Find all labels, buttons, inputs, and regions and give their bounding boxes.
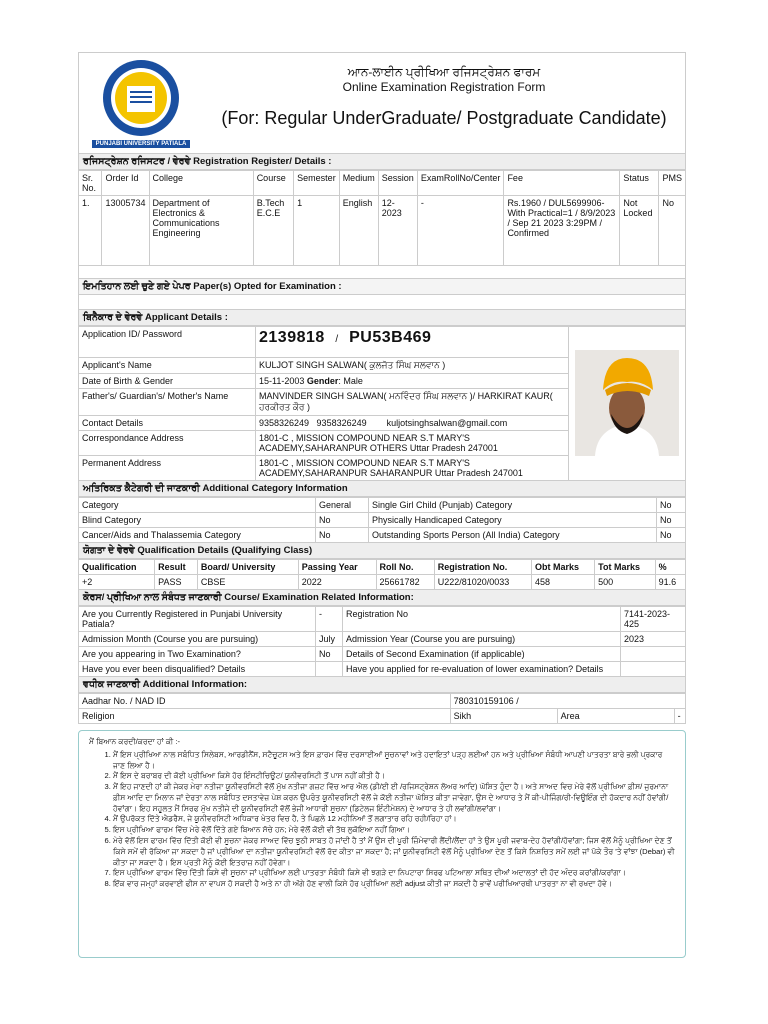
- form-header: [78, 52, 686, 154]
- qualification-data-row: [79, 575, 686, 590]
- category-cell: No: [657, 513, 686, 528]
- registration-cell: Rs.1960 / DUL5699906-With Practical=1 / 8/9/2023 / Sep 21 2023 3:29PM / Confirmed: [504, 196, 620, 266]
- applicant-heading: ਬਿਨੈਕਾਰ ਦੇ ਵੇਰਵੇ Applicant Details :: [78, 310, 686, 326]
- course-heading: ਕੋਰਸ/ ਪ੍ਰੀਖਿਆ ਨਾਲ ਸੰਬੰਧਤ ਜਾਣਕਾਰੀ Course/ Examination Related Information:: [78, 590, 686, 606]
- course-cell: 2023: [621, 632, 686, 647]
- category-cell: Outstanding Sports Person (All India) Category: [369, 528, 657, 543]
- registration-cell: 12-2023: [378, 196, 417, 266]
- declaration-item: 3. ਮੈਂ ਇਹ ਜਾਣਦੀ ਹਾਂ ਕੀ ਜੇਕਰ ਮੇਰਾ ਨਤੀਜਾ ਯੂਨੀਵਰਸਿਟੀ ਵੱਲੋਂ ਮੁੱਖ ਨਤੀਜਾ ਗਜ਼ਟ ਵਿੱਚ ਆਰ ਐਲ (ਡੀ/ਈ ਈ /ਰਜਿਸਟ੍ਰੇਸ਼ਨ ਲੋਅਰ ਆਦਿ) ਘੋਸ਼ਿਤ ਹੁੰਦਾ ਹੈ। ਅਤੇ ਸਾਅਦ ਵਿਚ ਮੇਰੇ ਵੱਲੋਂ ਪ੍ਰੀਖਿਆ ਫ਼ੀਸ/ ਜੁਰਮਾਨਾ ਫ਼ੀਸ ਆਦਿ ਦਾ ਮਿਲਾਨ ਜਾਂ ਦੇਰਤਾ ਨਾਲ ਸਬੰਧਿਤ ਦਸਤਾਵੇਜ਼ ਪੇਸ਼ ਕਰਨ ਉਪਰੰਤ ਯੂਨੀਵਰਸਿਟੀ ਵੱਲੋਂ ਜੇ ਕੋਈ ਨਤੀਜਾ ਘੋਸ਼ਿਤ ਕੀਤਾ ਜਾਵੇਗਾ, ਉਸ ਦੇ ਆਧਾਰ ਤੇ ਮੈਂ ਕੀ-ਪੀਜਿੰਗ/ਰੀ-ਵਿਊਇੰਗ ਦੀ ਹੱਕਦਾਰ ਨਹੀਂ ਹੋਵਾਂਗੀ/ਹੋਵਾਂਗਾ। ਇਹ ਸਹੂਲਤ ਮੈਂ ਸਿਰਫ ਮੁੱਖ ਨਤੀਜੇ ਦੀ ਯੂਨੀਵਰਸਿਟੀ ਵੱਲੋਂ ਭੇਜੀ ਆਧਾਰੀ ਸੂਚਨਾ (ਡਿਟੇਲਜ ਇੰਟੀਮੇਸ਼ਨ) ਦੇ ਆਧਾਰ ਤੇ ਹੀ ਲਵਾਂਗੀ/ਲਵਾਂਗਾ।: [113, 782, 675, 814]
- course-row: [79, 662, 686, 677]
- category-cell: Physically Handicaped Category: [369, 513, 657, 528]
- additional-table: [78, 693, 686, 724]
- category-cell: Blind Category: [79, 513, 316, 528]
- form-title-english: Online Examination Registration Form: [342, 80, 546, 94]
- declaration-box: [78, 730, 686, 958]
- course-cell: July: [316, 632, 343, 647]
- corr-value: 1801-C , MISSION COMPOUND NEAR S.T MARY'S ACADEMY,SAHARANPUR OTHERS Uttar Pradesh 247001: [256, 431, 569, 456]
- course-cell: Admission Month (Course you are pursuing): [79, 632, 316, 647]
- additional-heading: ਵਧੀਕ ਜਾਣਕਾਰੀ Additional Information:: [78, 677, 686, 693]
- name-label: Applicant's Name: [79, 358, 256, 374]
- app-id-separator: /: [335, 334, 339, 345]
- course-cell: Have you ever been disqualified? Details: [79, 662, 316, 677]
- registration-cell: Department of Electronics & Communications Engineering: [149, 196, 253, 266]
- registration-cell: 1: [294, 196, 340, 266]
- qualification-column-header: Result: [155, 560, 198, 575]
- qualification-column-header: Passing Year: [298, 560, 376, 575]
- registration-column-header: Order Id: [102, 171, 149, 196]
- category-cell: Cancer/Aids and Thalassemia Category: [79, 528, 316, 543]
- course-cell: Admission Year (Course you are pursuing): [343, 632, 621, 647]
- spacer: [78, 266, 686, 279]
- declaration-item: 6. ਮੇਰੇ ਵੱਲੋਂ ਇਸ ਫਾਰਮ ਵਿੱਚ ਦਿੱਤੀ ਕੋਈ ਵੀ ਸੂਚਨਾ ਜੇਕਰ ਸਾਅਦ ਵਿੱਚ ਝੂਠੀ ਸਾਬਤ ਹੋ ਜਾਂਦੀ ਹੈ ਤਾਂ ਮੈਂ ਉਸ ਦੀ ਪੂਰੀ ਜ਼ਿੰਮੇਵਾਰੀ ਲੈਂਦੀ/ਲੈਂਦਾ ਹਾਂ ਤੇ ਉਸ ਪੂਰੀ ਜਵਾਬ-ਦੇਹ ਹੋਵਾਂਗੀ/ਹੋਵਾਂਗਾ; ਜਿਸ ਵੱਲੋਂ ਮੈਨੂੰ ਪ੍ਰੀਖਿਆ ਦੇਣ ਤੋਂ ਕਿਸੇ ਸਮੇਂ ਵੀ ਰੋਕਿਆ ਜਾ ਸਕਦਾ ਹੈ ਜਾਂ ਪ੍ਰੀਖਿਆ ਦਾ ਨਤੀਜਾ ਯੂਨੀਵਰਸਿਟੀ ਵੱਲੋਂ ਰੱਦ ਕੀਤਾ ਜਾ ਸਕਦਾ ਹੈ; ਜਾਂ ਯੂਨੀਵਰਸਿਟੀ ਵੱਲੋਂ ਮੈਨੂੰ ਪ੍ਰੀਖਿਆ ਦੇਣ ਤੋਂ ਕਿਸੇ ਨਿਸ਼ਚਿਤ ਸਮੇਂ ਲਈ ਜਾਂ ਪੱਕੇ ਤੌਰ 'ਤੇ ਵਾਂਝਾ (Debar) ਵੀ ਕੀਤਾ ਜਾ ਸਕਦਾ ਹੈ। ਇਸ ਪ੍ਰਤੀ ਮੈਨੂੰ ਕੋਈ ਇਤਰਾਜ਼ ਨਹੀਂ ਹੋਵੇਗਾ।: [113, 836, 675, 868]
- registration-column-header: Course: [253, 171, 293, 196]
- applicant-photo: [575, 350, 679, 456]
- dob-label: Date of Birth & Gender: [79, 374, 256, 389]
- applicant-name: KULJOT SINGH SALWAN( ਕੁਲਜੋਤ ਸਿੰਘ ਸਲਵਾਨ ): [256, 358, 569, 374]
- registration-column-header: PMS: [659, 171, 686, 196]
- qualification-column-header: Qualification: [79, 560, 155, 575]
- registration-cell: English: [339, 196, 378, 266]
- parents-label: Father's/ Guardian's/ Mother's Name: [79, 389, 256, 416]
- qualification-cell: PASS: [155, 575, 198, 590]
- declaration-item: 4. ਮੈਂ ਉਪਰੋਕਤ ਦਿੱਤੇ ਐਡਰੈਸ, ਜੇ ਯੂਨੀਵਰਸਿਟੀ ਅਧਿਕਾਰ ਖੇਤਰ ਵਿਚ ਹੈ, ਤੇ ਪਿਛਲੇ 12 ਮਹੀਨਿਆਂ ਤੋਂ ਲਗਾਤਾਰ ਰਹਿ ਰਹੀ/ਰਿਹਾ ਹਾਂ।: [113, 814, 675, 825]
- form-title-block: [203, 53, 685, 153]
- applicant-table: [78, 326, 686, 481]
- registration-column-header: Session: [378, 171, 417, 196]
- course-cell: [621, 662, 686, 677]
- declaration-intro: ਮੈਂ ਬਿਆਨ ਕਰਦੀ/ਕਰਦਾ ਹਾਂ ਕੀ :-: [89, 737, 181, 746]
- form-subtitle: (For: Regular UnderGraduate/ Postgraduate Candidate): [221, 108, 667, 128]
- qualification-cell: +2: [79, 575, 155, 590]
- category-cell: Single Girl Child (Punjab) Category: [369, 498, 657, 513]
- declaration-list: [89, 750, 675, 890]
- qualification-column-header: Roll No.: [376, 560, 434, 575]
- dob-cell: [256, 374, 569, 389]
- category-row: [79, 528, 686, 543]
- papers-heading: ਇਮਤਿਹਾਨ ਲਈ ਚੁਣੇ ਗਏ ਪੇਪਰ Paper(s) Opted for Examination :: [78, 279, 686, 295]
- registration-data-row: [79, 196, 686, 266]
- registration-column-header: Fee: [504, 171, 620, 196]
- dob-value: 15-11-2003: [259, 376, 305, 386]
- university-logo: [79, 53, 203, 153]
- qualification-cell: 500: [595, 575, 655, 590]
- course-cell: -: [316, 607, 343, 632]
- course-cell: Registration No: [343, 607, 621, 632]
- religion-value: Sikh: [450, 709, 557, 724]
- aadhar-label: Aadhar No. / NAD ID: [79, 694, 451, 709]
- registration-column-header: ExamRollNo/Center: [417, 171, 504, 196]
- category-table: [78, 497, 686, 543]
- registration-column-header: Semester: [294, 171, 340, 196]
- qualification-heading: ਯੋਗਤਾ ਦੇ ਵੇਰਵੇ Qualification Details (Qualifying Class): [78, 543, 686, 559]
- course-row: [79, 632, 686, 647]
- registration-form: [78, 52, 686, 958]
- qualification-table: [78, 559, 686, 590]
- category-row: [79, 498, 686, 513]
- religion-label: Religion: [79, 709, 451, 724]
- app-id-cell: [256, 327, 569, 358]
- app-password: PU53B469: [349, 329, 432, 346]
- declaration-item: 8. ਇੱਕ ਵਾਰ ਜਮ੍ਹਾਂ ਕਰਵਾਈ ਫੀਸ ਨਾ ਵਾਪਸ ਹੋ ਸਕਦੀ ਹੈ ਅਤੇ ਨਾ ਹੀ ਅੱਗੇ ਹੋਣ ਵਾਲੀ ਕਿਸੇ ਹੋਰ ਪ੍ਰੀਖਿਆ ਲਈ adjust ਕੀਤੀ ਜਾ ਸਕਦੀ ਹੈ ਭਾਵੇਂ ਪਰੀਖਿਆਰਥੀ ਪਾਤਰਤਾ ਨਾ ਵੀ ਰਖਦਾ ਹੋਵੇ।: [113, 879, 675, 890]
- qualification-column-header: Board/ University: [197, 560, 298, 575]
- gender-label: Gender: [306, 376, 339, 386]
- declaration-item: 2. ਮੈਂ ਇਸ ਦੇ ਬਰਾਬਰ ਦੀ ਕੋਈ ਪ੍ਰੀਖਿਆ ਕਿਸੇ ਹੋਰ ਇੰਸਟੀਚਿਊਟ/ ਯੂਨੀਵਰਸਿਟੀ ਤੋਂ ਪਾਸ ਨਹੀਂ ਕੀਤੀ ਹੈ।: [113, 771, 675, 782]
- perm-value: 1801-C , MISSION COMPOUND NEAR S.T MARY'S ACADEMY,SAHARANPUR SAHARANPUR Uttar Pradesh 247001: [256, 456, 569, 481]
- course-cell: Are you appearing in Two Examination?: [79, 647, 316, 662]
- qualification-cell: 25661782: [376, 575, 434, 590]
- qualification-column-header: Tot Marks: [595, 560, 655, 575]
- course-cell: No: [316, 647, 343, 662]
- parents-value: MANVINDER SINGH SALWAN( ਮਨਵਿੰਦਰ ਸਿੰਘ ਸਲਵਾਨ )/ HARKIRAT KAUR( ਹਰਕੀਰਤ ਕੌਰ ): [256, 389, 569, 416]
- area-label: Area: [557, 709, 674, 724]
- app-id-label: Application ID/ Password: [79, 327, 256, 358]
- course-row: [79, 647, 686, 662]
- course-cell: Are you Currently Registered in Punjabi University Patiala?: [79, 607, 316, 632]
- registration-column-header: Status: [620, 171, 659, 196]
- registration-cell: 13005734: [102, 196, 149, 266]
- registration-header-row: [79, 171, 686, 196]
- registration-cell: No: [659, 196, 686, 266]
- course-cell: Have you applied for re-evaluation of lower examination? Details: [343, 662, 621, 677]
- registration-column-header: Medium: [339, 171, 378, 196]
- course-cell: 7141-2023-425: [621, 607, 686, 632]
- registration-cell: -: [417, 196, 504, 266]
- category-cell: General: [316, 498, 369, 513]
- course-cell: [621, 647, 686, 662]
- registration-table: [78, 170, 686, 266]
- category-heading: ਅਤਿਰਿਕਤ ਕੈਟੇਗਰੀ ਦੀ ਜਾਣਕਾਰੀ Additional Category Information: [78, 481, 686, 497]
- university-name: PUNJABI UNIVERSITY PATIALA: [92, 140, 191, 148]
- category-cell: No: [316, 513, 369, 528]
- app-id: 2139818: [259, 329, 325, 346]
- registration-column-header: Sr. No.: [79, 171, 102, 196]
- registration-cell: Not Locked: [620, 196, 659, 266]
- declaration-item: 7. ਇਸ ਪ੍ਰੀਖਿਆ ਫਾਰਮ ਵਿੱਚ ਦਿੱਤੀ ਕਿਸੇ ਵੀ ਸੂਚਨਾ ਜਾਂ ਪ੍ਰੀਖਿਆ ਲਈ ਪਾਤਰਤਾ ਸੰਬੰਧੀ ਕਿਸੇ ਵੀ ਝਗੜੇ ਦਾ ਨਿਪਟਾਰਾ ਸਿਰਫ ਪਟਿਆਲਾ ਸਥਿਤ ਦੀਆਂ ਅਦਾਲਤਾਂ ਦੀ ਹੱਦ ਅੰਦਰ ਕਰਾਂਗੀ/ਕਰਾਂਗਾ।: [113, 868, 675, 879]
- qualification-column-header: Obt Marks: [532, 560, 595, 575]
- course-cell: [316, 662, 343, 677]
- declaration-item: 1. ਮੈਂ ਇਸ ਪ੍ਰੀਖਿਆ ਨਾਲ ਸਬੰਧਿਤ ਸਿਲੇਬਸ, ਆਰਡੀਨੈਂਸ, ਸਟੈਚੂਟਸ ਅਤੇ ਇਸ ਫ਼ਾਰਮ ਵਿੱਚ ਦਰਸਾਈਆਂ ਸੂਚਨਾਵਾਂ ਅਤੇ ਹਦਾਇਤਾਂ ਪੜ੍ਹ ਲਈਆਂ ਹਨ ਅਤੇ ਪ੍ਰੀਖਿਆ ਸੰਬੰਧੀ ਆਪਣੀ ਪਾਤਰਤਾ ਬਾਰੇ ਭਲੀ ਪ੍ਰਕਾਰ ਜਾਣ ਲਿਆ ਹੈ।: [113, 750, 675, 772]
- perm-label: Permanent Address: [79, 456, 256, 481]
- declaration-item: 5. ਇਸ ਪ੍ਰੀਖਿਆ ਫਾਰਮ ਵਿੱਚ ਮੇਰੇ ਵੱਲੋਂ ਦਿੱਤੇ ਗਏ ਬਿਆਨ ਸੱਚੇ ਹਨ; ਮੇਰੇ ਵੱਲੋਂ ਕੋਈ ਵੀ ਤੱਥ ਲੁਕੋਇਆ ਨਹੀਂ ਗਿਆ।: [113, 825, 675, 836]
- course-table: [78, 606, 686, 677]
- qualification-column-header: Registration No.: [434, 560, 531, 575]
- course-cell: Details of Second Examination (if applicable): [343, 647, 621, 662]
- qualification-cell: 2022: [298, 575, 376, 590]
- qualification-cell: 91.6: [655, 575, 685, 590]
- papers-blank: [78, 295, 686, 310]
- registration-cell: B.Tech E.C.E: [253, 196, 293, 266]
- corr-label: Correspondance Address: [79, 431, 256, 456]
- contact-value: 9358326249 9358326249 kuljotsinghsalwan@gmail.com: [256, 416, 569, 431]
- aadhar-value: 780310159106 /: [450, 694, 685, 709]
- university-seal-icon: [101, 58, 181, 138]
- contact-label: Contact Details: [79, 416, 256, 431]
- registration-heading: ਰਜਿਸਟ੍ਰੇਸ਼ਨ ਰਜਿਸਟਰ / ਵੇਰਵੇ Registration Register/ Details :: [78, 154, 686, 170]
- qualification-header-row: [79, 560, 686, 575]
- category-row: [79, 513, 686, 528]
- registration-column-header: College: [149, 171, 253, 196]
- category-cell: No: [316, 528, 369, 543]
- category-cell: No: [657, 498, 686, 513]
- form-title-punjabi: ਆਨ-ਲਾਈਨ ਪ੍ਰੀਖਿਆ ਰਜਿਸਟ੍ਰੇਸ਼ਨ ਫਾਰਮ: [347, 65, 541, 79]
- category-cell: Category: [79, 498, 316, 513]
- course-row: [79, 607, 686, 632]
- qualification-cell: 458: [532, 575, 595, 590]
- qualification-cell: U222/81020/0033: [434, 575, 531, 590]
- registration-cell: 1.: [79, 196, 102, 266]
- gender-value: : Male: [338, 376, 363, 386]
- area-value: -: [674, 709, 685, 724]
- qualification-column-header: %: [655, 560, 685, 575]
- category-cell: No: [657, 528, 686, 543]
- qualification-cell: CBSE: [197, 575, 298, 590]
- photo-cell: [569, 327, 686, 481]
